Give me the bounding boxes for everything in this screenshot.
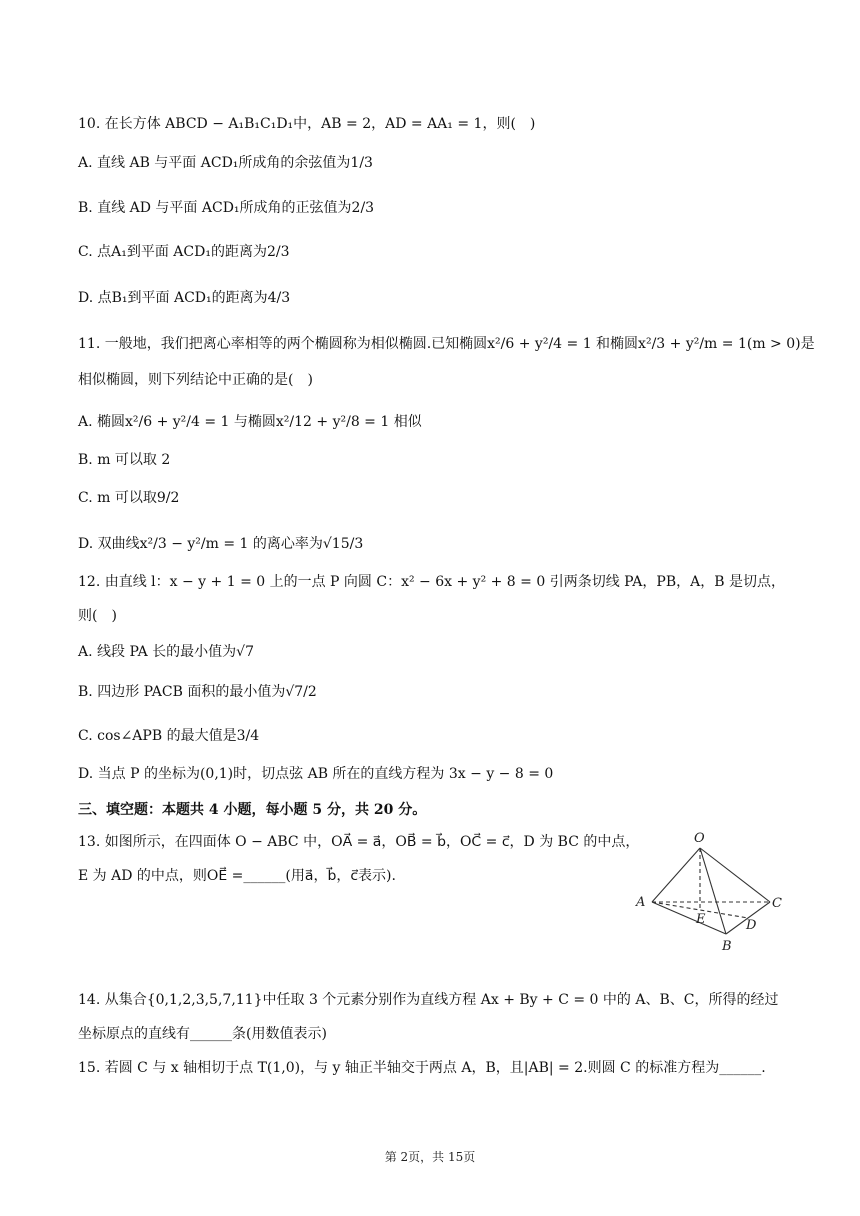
q12-stem-line2: 则( ): [78, 608, 117, 624]
q12-option-a: A. 线段 PA 长的最小值为√7: [78, 644, 254, 660]
page-footer: 第 2页，共 15页: [384, 1150, 476, 1164]
q10-stem: 10. 在长方体 ABCD − A₁B₁C₁D₁中，AB = 2，AD = AA₁ = 1，则( ): [78, 116, 536, 132]
q10-option-c: C. 点A₁到平面 ACD₁的距离为2/3: [78, 244, 290, 260]
q12-option-d: D. 当点 P 的坐标为(0,1)时，切点弦 AB 所在的直线方程为 3x − y − 8 = 0: [78, 766, 554, 782]
q11-stem-line1: 11. 一般地，我们把离心率相等的两个椭圆称为相似椭圆.已知椭圆x²/6 + y²/4 = 1 和椭圆x²/3 + y²/m = 1(m > 0)是: [78, 336, 815, 352]
label-o: O: [694, 831, 705, 846]
label-b: B: [722, 939, 732, 952]
edge-oa: [652, 848, 700, 902]
q14-stem-line2: 坐标原点的直线有______条(用数值表示): [78, 1026, 327, 1042]
q12-stem-line1: 12. 由直线 l：x − y + 1 = 0 上的一点 P 向圆 C：x² − 6x + y² + 8 = 0 引两条切线 PA，PB，A，B 是切点，: [78, 574, 785, 590]
q15-stem: 15. 若圆 C 与 x 轴相切于点 T(1,0)，与 y 轴正半轴交于两点 A，B，且|AB| = 2.则圆 C 的标准方程为______.: [78, 1060, 766, 1076]
q10-option-b: B. 直线 AD 与平面 ACD₁所成角的正弦值为2/3: [78, 200, 375, 216]
q11-option-d: D. 双曲线x²/3 − y²/m = 1 的离心率为√15/3: [78, 536, 364, 552]
q10-option-a: A. 直线 AB 与平面 ACD₁所成角的余弦值为1/3: [78, 155, 373, 171]
q10-option-d: D. 点B₁到平面 ACD₁的距离为4/3: [78, 290, 291, 306]
tetrahedron-svg: [630, 828, 790, 952]
label-d: D: [746, 918, 757, 933]
q11-option-b: B. m 可以取 2: [78, 452, 171, 468]
edge-oc: [700, 848, 770, 902]
q13-stem-line2: E 为 AD 的中点，则OE⃗ =______(用a⃗，b⃗，c⃗表示).: [78, 868, 396, 884]
q11-stem-line2: 相似椭圆，则下列结论中正确的是( ): [78, 372, 313, 388]
q12-option-b: B. 四边形 PACB 面积的最小值为√7/2: [78, 684, 317, 700]
label-c: C: [772, 896, 782, 911]
q14-stem-line1: 14. 从集合{0,1,2,3,5,7,11}中任取 3 个元素分别作为直线方程 Ax + By + C = 0 中的 A、B、C，所得的经过: [78, 992, 779, 1008]
q12-option-c: C. cos∠APB 的最大值是3/4: [78, 728, 260, 744]
section-fill-in-heading: 三、填空题：本题共 4 小题，每小题 5 分，共 20 分。: [78, 802, 427, 818]
label-a: A: [636, 895, 646, 910]
label-e: E: [696, 912, 706, 927]
q11-option-a: A. 椭圆x²/6 + y²/4 = 1 与椭圆x²/12 + y²/8 = 1 相似: [78, 414, 422, 430]
edge-ab: [652, 902, 726, 934]
q11-option-c: C. m 可以取9/2: [78, 490, 180, 506]
tetrahedron-figure: [630, 828, 790, 952]
q13-stem-line1: 13. 如图所示，在四面体 O − ABC 中，OA⃗ = a⃗，OB⃗ = b⃗，OC⃗ = c⃗，D 为 BC 的中点，: [78, 834, 640, 850]
